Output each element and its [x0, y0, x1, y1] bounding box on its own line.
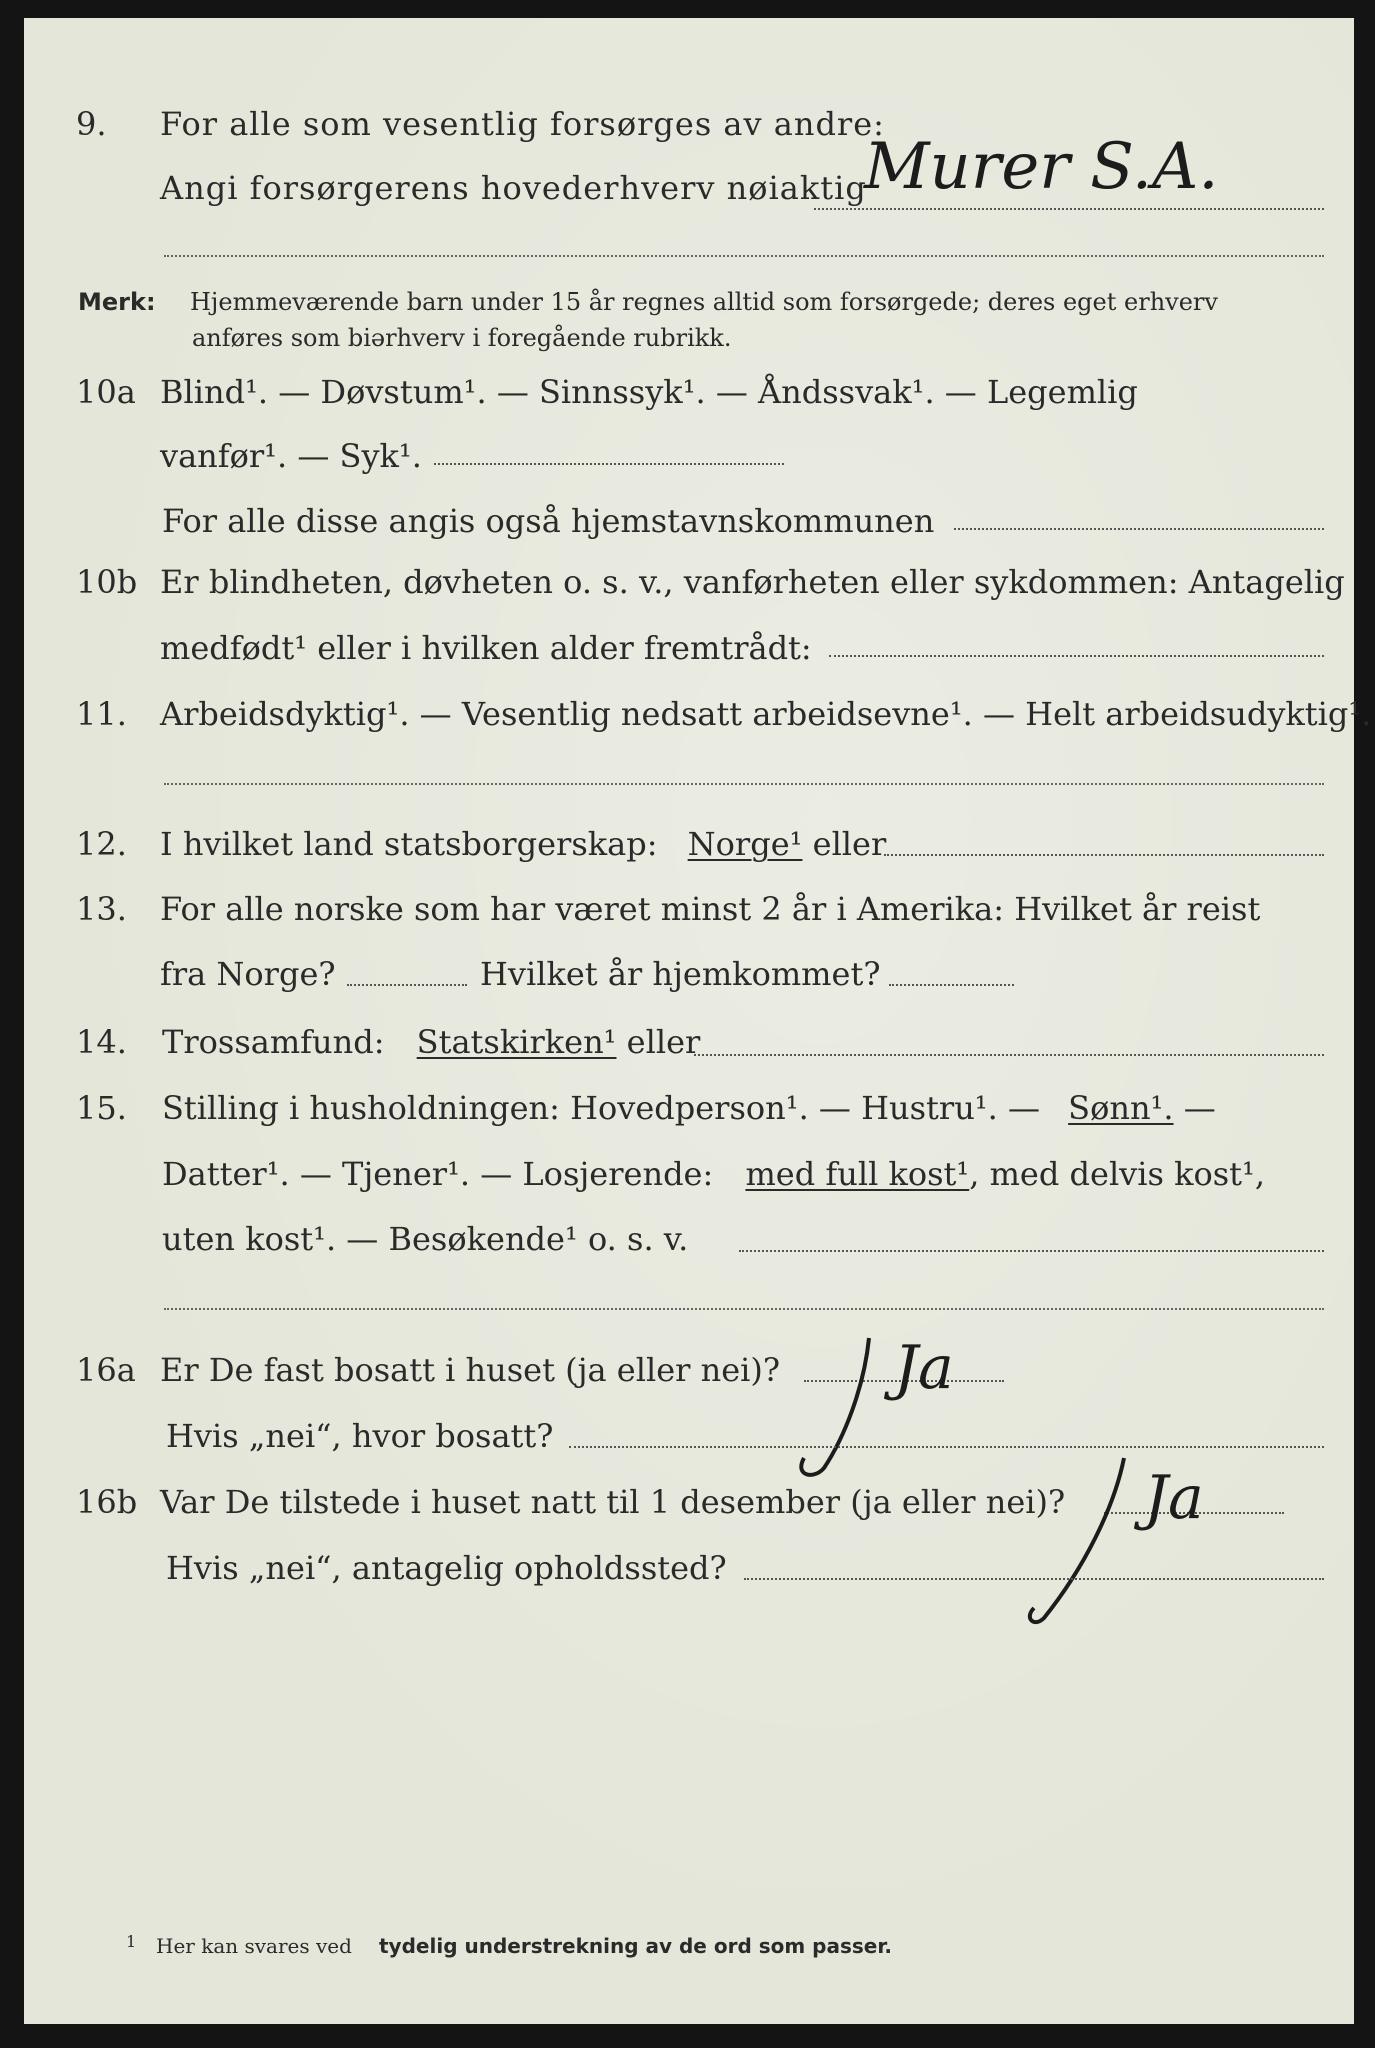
q13-text-1: For alle norske som har været minst 2 år i Amerika: Hvilket år reist [160, 890, 1261, 928]
q10a-number: 10a [76, 373, 136, 411]
q11-answer-line[interactable] [164, 783, 1324, 785]
q15-answer-line[interactable] [739, 1250, 1324, 1252]
q11-number: 11. [76, 695, 127, 733]
q15-text-2-suffix: , med delvis kost¹, [969, 1155, 1266, 1193]
census-form-page [24, 18, 1372, 2024]
q9-extra-line [164, 255, 1324, 257]
q16a-text-2: Hvis „nei“, hvor bosatt? [166, 1417, 554, 1455]
footnote-marker: 1 [126, 1932, 137, 1951]
q10a-hjemstavn-answer-line[interactable] [954, 528, 1324, 530]
q9-number: 9. [76, 105, 107, 143]
q9-text-2: Angi forsørgerens hovederhverv nøiaktig [160, 169, 867, 207]
q13-text-2a: fra Norge? [160, 955, 336, 993]
merk-label: Merk: [78, 288, 156, 316]
q15-number: 15. [76, 1089, 127, 1127]
merk-text-2: anføres som biərhverv i foregående rubrikk. [192, 324, 732, 352]
q13-hjemkommet-answer-line[interactable] [889, 984, 1014, 986]
q12-norge-underlined: Norge¹ [687, 825, 803, 863]
q16b-handwritten-answer [1014, 1418, 1304, 1648]
q15-text-1-prefix: Stilling i husholdningen: Hovedperson¹. — Hustru¹. — [162, 1089, 1040, 1127]
q15-text-2-prefix: Datter¹. — Tjener¹. — Losjerende: [162, 1155, 714, 1193]
q16a-text-1: Er De fast bosatt i huset (ja eller nei)? [160, 1351, 781, 1389]
q9-handwritten-text: Murer S.A. [864, 130, 1219, 204]
q10b-number: 10b [76, 563, 138, 601]
q10b-answer-line[interactable] [829, 655, 1324, 657]
q10b-text-2: medfødt¹ eller i hvilken alder fremtrådt: [160, 629, 812, 667]
q12-prefix: I hvilket land statsborgerskap: [160, 825, 658, 863]
q15-text-1-suffix: — [1183, 1089, 1216, 1127]
merk-text-1: Hjemmeværende barn under 15 år regnes alltid som forsørgede; deres eget erhverv [190, 288, 1218, 316]
q13-number: 13. [76, 890, 127, 928]
q11-text-1: Arbeidsdyktig¹. — Vesentlig nedsatt arbeidsevne¹. — Helt arbeidsudyktig¹. [160, 695, 1372, 733]
q15-extra-line [164, 1308, 1324, 1310]
q16b-text-1: Var De tilstede i huset natt til 1 desember (ja eller nei)? [160, 1483, 1066, 1521]
q16b-opholdssted-answer-line[interactable] [744, 1578, 1324, 1580]
q13-reist-answer-line[interactable] [347, 984, 467, 986]
q12-answer-line[interactable] [884, 854, 1324, 856]
q16b-handwritten-text: Ja [1144, 1463, 1204, 1533]
q10a-syk-answer-line[interactable] [434, 463, 784, 465]
q15-text-1-group [162, 1089, 1216, 1127]
q9-text-1: For alle som vesentlig forsørges av andre: [160, 105, 885, 143]
footnote-text-plain: Her kan svares ved [156, 1934, 352, 1958]
q14-number: 14. [76, 1023, 127, 1061]
q10a-text-1: Blind¹. — Døvstum¹. — Sinnssyk¹. — Åndssvak¹. — Legemlig [160, 373, 1138, 411]
q16a-number: 16a [76, 1351, 136, 1389]
q16b-number: 16b [76, 1483, 138, 1521]
q15-text-3: uten kost¹. — Besøkende¹ o. s. v. [162, 1220, 689, 1258]
q14-answer-line[interactable] [694, 1054, 1324, 1056]
q12-text-group [160, 825, 887, 863]
q16a-handwritten-text: Ja [894, 1333, 954, 1403]
q14-prefix: Trossamfund: [162, 1023, 385, 1061]
footnote-text-bold: tydelig understrekning av de ord som passer. [379, 1934, 892, 1958]
q10b-text-1: Er blindheten, døvheten o. s. v., vanførheten eller sykdommen: Antagelig [160, 563, 1345, 601]
q16b-text-2: Hvis „nei“, antagelig opholdssted? [166, 1549, 727, 1587]
q10a-text-2: vanfør¹. — Syk¹. [160, 437, 422, 475]
q12-number: 12. [76, 825, 127, 863]
q14-suffix: eller [626, 1023, 701, 1061]
q15-sonn-underlined: Sønn¹. [1068, 1089, 1174, 1127]
q12-suffix: eller [812, 825, 887, 863]
q16a-handwritten-answer [774, 1308, 1034, 1488]
q14-statskirken-underlined: Statskirken¹ [416, 1023, 617, 1061]
q13-text-2b: Hvilket år hjemkommet? [480, 955, 881, 993]
q10a-text-3: For alle disse angis også hjemstavnskommunen [162, 502, 935, 540]
q15-full-kost-underlined: med full kost¹ [745, 1155, 970, 1193]
q9-handwritten-answer [854, 118, 1334, 218]
q14-text-group [162, 1023, 701, 1061]
q15-text-2-group [162, 1155, 1266, 1193]
